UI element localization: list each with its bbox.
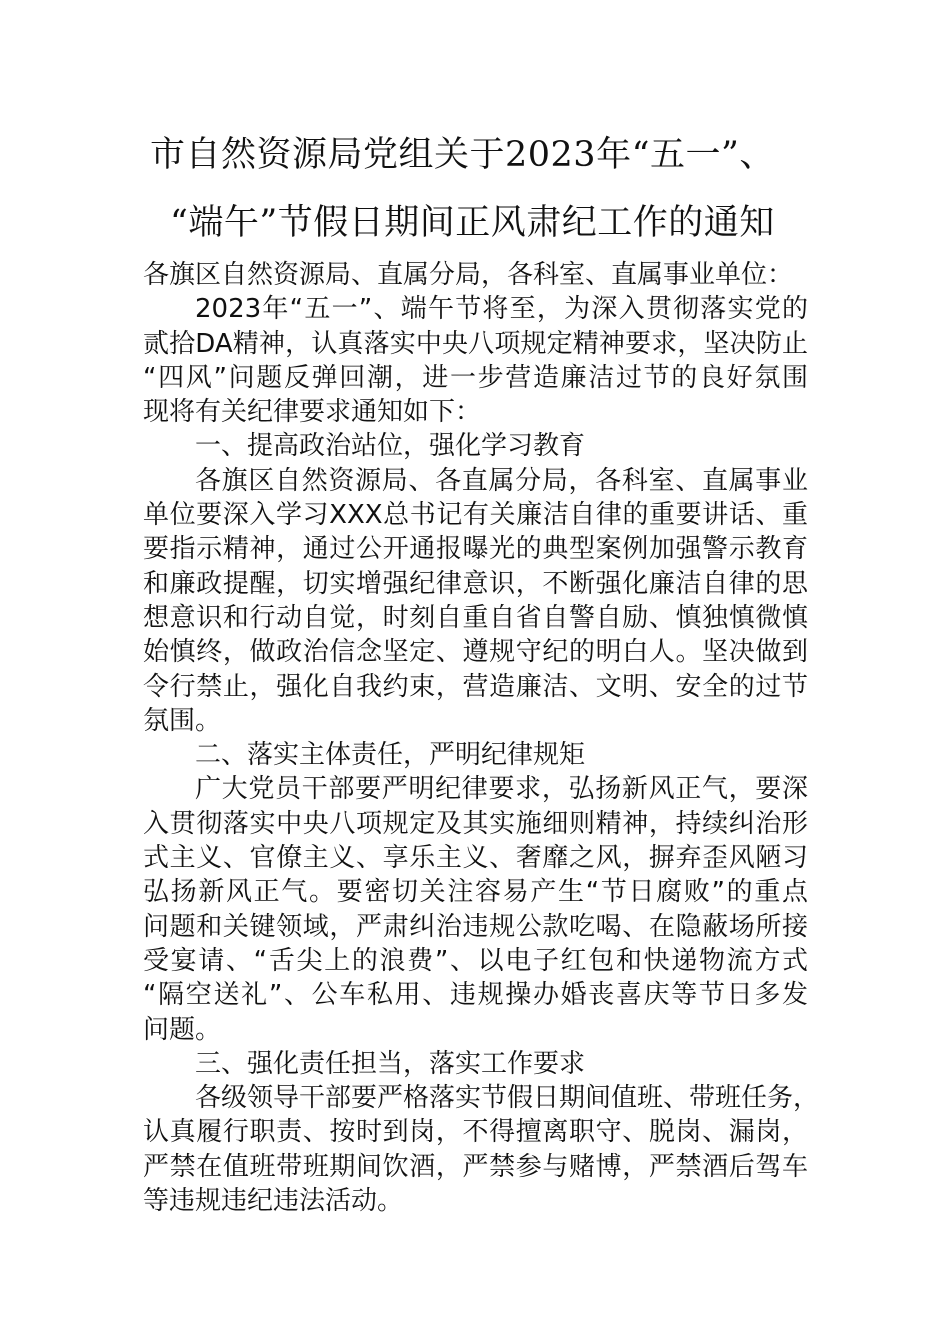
paragraph-line: 现将有关纪律要求通知如下： — [143, 397, 482, 428]
paragraph-line: 始慎终，做政治信念坚定、遵规守纪的明白人。坚决做到 — [143, 637, 808, 668]
section-heading-2: 二、落实主体责任，严明纪律规矩 — [195, 740, 586, 771]
paragraph-line: “四风”问题反弹回潮，进一步营造廉洁过节的良好氛围 — [143, 362, 808, 393]
paragraph-line: 严禁在值班带班期间饮酒，严禁参与赌博，严禁酒后驾车 — [143, 1151, 808, 1182]
paragraph-line: 受宴请、“舌尖上的浪费”、以电子红包和快递物流方式 — [143, 945, 808, 976]
paragraph-line: 入贯彻落实中央八项规定及其实施细则精神，持续纠治形 — [143, 808, 808, 839]
paragraph-line: 广大党员干部要严明纪律要求，弘扬新风正气，要深 — [195, 774, 808, 805]
paragraph-line: 单位要深入学习XXX总书记有关廉洁自律的重要讲话、重 — [143, 500, 808, 531]
paragraph-line: 想意识和行动自觉，时刻自重自省自警自励、慎独慎微慎 — [143, 602, 808, 633]
salutation: 各旗区自然资源局、直属分局，各科室、直属事业单位： — [143, 260, 794, 290]
paragraph-line: 等违规违纪违法活动。 — [143, 1186, 404, 1217]
paragraph-line: 问题和关键领域，严肃纠治违规公款吃喝、在隐蔽场所接 — [143, 911, 808, 942]
paragraph-line: 各旗区自然资源局、各直属分局，各科室、直属事业 — [195, 465, 808, 496]
paragraph-line: 令行禁止，强化自我约束，营造廉洁、文明、安全的过节 — [143, 671, 808, 702]
paragraph-line: 和廉政提醒，切实增强纪律意识，不断强化廉洁自律的思 — [143, 568, 808, 599]
document-title-line-1: 市自然资源局党组关于2023年“五一”、 — [150, 135, 775, 175]
paragraph-line: “隔空送礼”、公车私用、违规操办婚丧喜庆等节日多发 — [143, 980, 808, 1011]
paragraph-line: 问题。 — [143, 1014, 222, 1045]
section-heading-1: 一、提高政治站位，强化学习教育 — [195, 431, 586, 462]
document-title-line-2: “端午”节假日期间正风肃纪工作的通知 — [170, 203, 775, 243]
paragraph-line: 氛围。 — [143, 705, 222, 736]
paragraph-line: 贰拾DA精神，认真落实中央八项规定精神要求，坚决防止 — [143, 328, 808, 359]
document-body — [143, 258, 820, 1218]
paragraph-line: 要指示精神，通过公开通报曝光的典型案例加强警示教育 — [143, 534, 808, 565]
paragraph-line: 各级领导干部要严格落实节假日期间值班、带班任务， — [195, 1083, 820, 1114]
paragraph-line: 式主义、官僚主义、享乐主义、奢靡之风，摒弃歪风陋习 — [143, 843, 808, 874]
paragraph-line: 弘扬新风正气。要密切关注容易产生“节日腐败”的重点 — [143, 877, 808, 908]
paragraph-line: 认真履行职责、按时到岗，不得擅离职守、脱岗、漏岗， — [143, 1117, 808, 1148]
paragraph-line: 2023年“五一”、端午节将至，为深入贯彻落实党的 — [195, 294, 808, 325]
section-heading-3: 三、强化责任担当，落实工作要求 — [195, 1048, 586, 1079]
